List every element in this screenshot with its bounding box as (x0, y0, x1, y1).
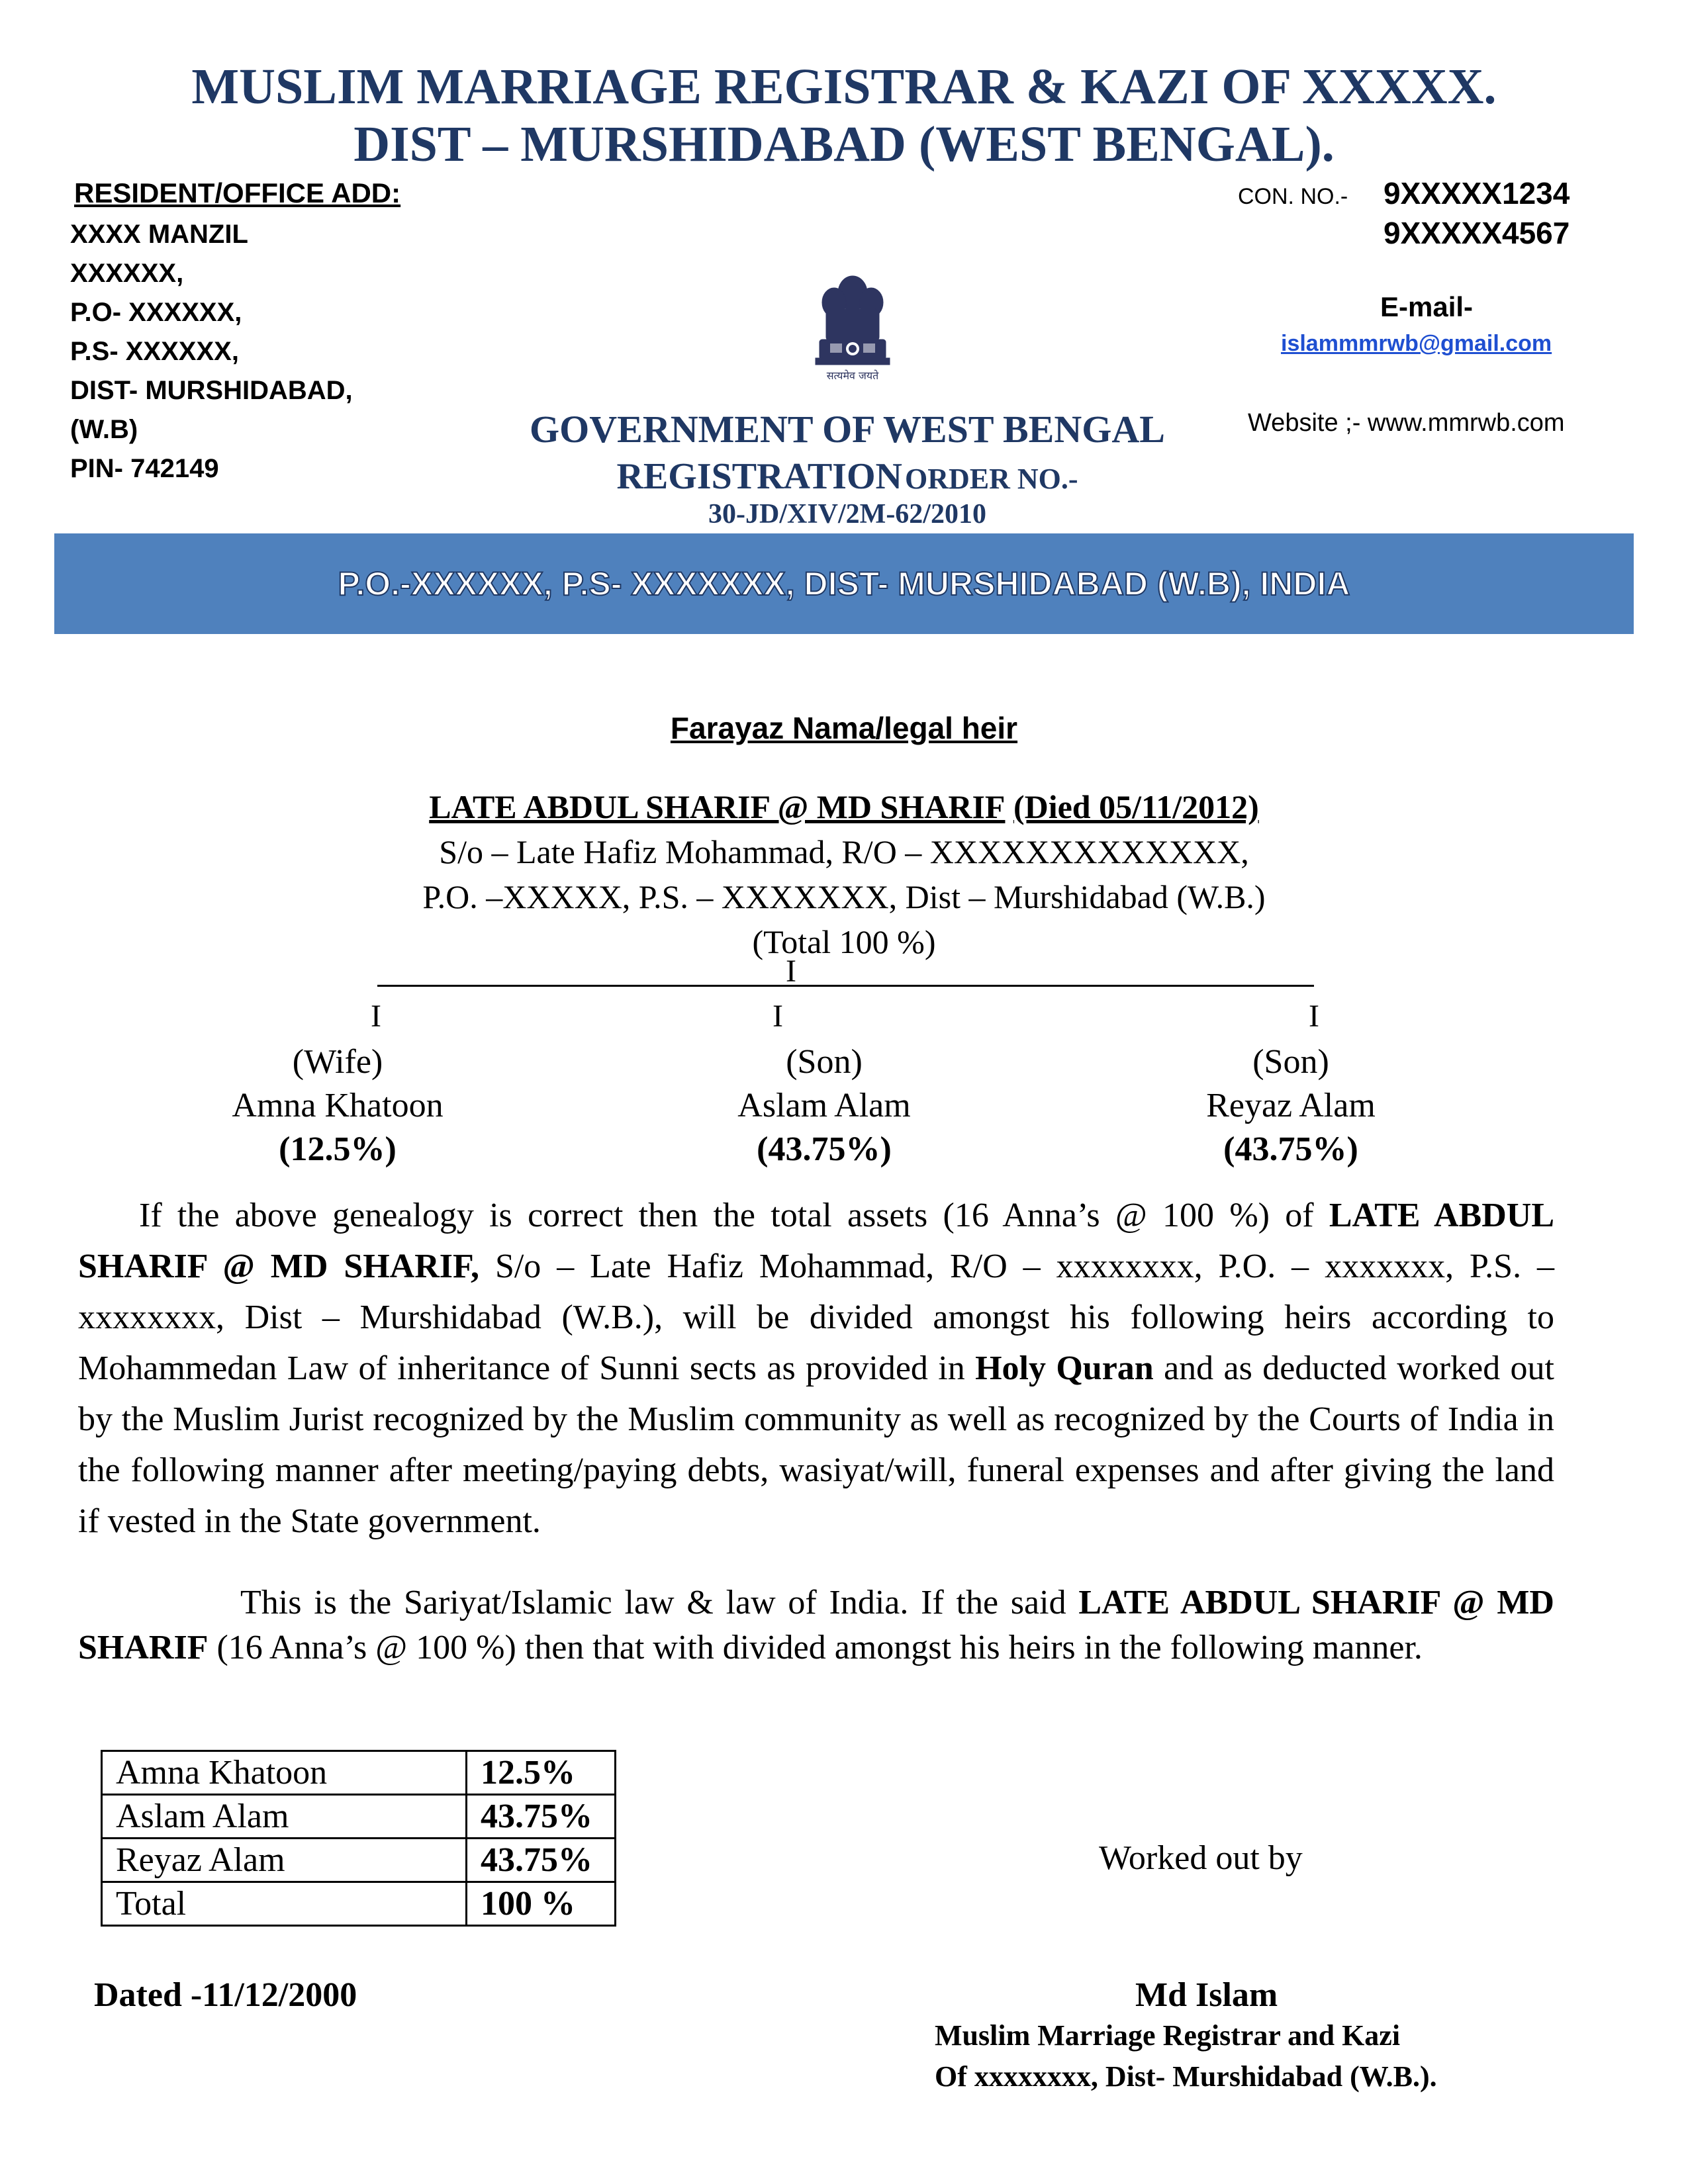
table-cell-share: 43.75% (467, 1839, 616, 1882)
tree-mark-top: I (786, 954, 796, 989)
order-number: 30-JD/XIV/2M-62/2010 (708, 499, 986, 529)
contact-number: 9XXXXX4567 (1383, 216, 1570, 250)
title-line-1: MUSLIM MARRIAGE REGISTRAR & KAZI OF XXXXX. (191, 59, 1497, 114)
deceased-died: (Died 05/11/2012) (1013, 788, 1259, 825)
table-cell-share: 100 % (467, 1882, 616, 1926)
contact-label: CON. NO.- (1238, 184, 1348, 209)
signer-name: Md Islam (1135, 1976, 1278, 2014)
total-share: (Total 100 %) (752, 923, 936, 960)
government-name: GOVERNMENT OF WEST BENGAL (530, 408, 1165, 451)
deceased-parent-line: S/o – Late Hafiz Mohammad, R/O – XXXXXXXXXXXXX, (439, 833, 1249, 870)
table-cell-share: 12.5% (467, 1751, 616, 1795)
table-cell-name: Reyaz Alam (102, 1839, 467, 1882)
title-line-2: DIST – MURSHIDABAD (WEST BENGAL). (353, 116, 1335, 172)
paragraph-text: S/o – Late Hafiz Mohammad, R/O – xxxxxxxx, P.O. – xxxxxxx, P.S. – xxxxxxxx, Dist – Murshidabad (W.B.), will be divided amongst his following heirs according to Mohammedan Law of inheritance of Sunni sects as provided in (78, 1248, 1554, 1387)
address-heading: RESIDENT/OFFICE ADD: (74, 177, 401, 208)
signer-office: Of xxxxxxxx, Dist- Murshidabad (W.B.). (935, 2060, 1437, 2093)
heir-share: (43.75%) (1223, 1130, 1358, 1168)
paragraph-text: This is the Sariyat/Islamic law & law of India. If the said (240, 1584, 1079, 1621)
heir-name: Reyaz Alam (1206, 1087, 1376, 1124)
table-cell-name: Amna Khatoon (102, 1751, 467, 1795)
tree-mark-left: I (371, 999, 381, 1034)
national-emblem-icon (806, 268, 899, 387)
paragraph-text: If the above genealogy is correct then the total assets (16 Anna’s @ 100 %) of (139, 1197, 1329, 1234)
tree-mark-right: I (1309, 999, 1319, 1034)
share-table (101, 1750, 616, 1927)
address-line: DIST- MURSHIDABAD, (70, 376, 353, 405)
tree-connector-line (377, 985, 1314, 987)
address-line: P.O- XXXXXX, (70, 298, 242, 327)
heir-relation: (Son) (1252, 1043, 1329, 1081)
address-line: XXXXXX, (70, 259, 184, 288)
date-line: Dated -11/12/2000 (94, 1976, 357, 2014)
heir-name: Aslam Alam (737, 1087, 911, 1124)
heir-relation: (Son) (786, 1043, 863, 1081)
deceased-address-line: P.O. –XXXXX, P.S. – XXXXXXX, Dist – Murshidabad (W.B.) (422, 878, 1266, 915)
table-cell-name: Aslam Alam (102, 1795, 467, 1839)
email-label: E-mail- (1380, 291, 1474, 322)
address-line: PIN- 742149 (70, 454, 219, 483)
address-block (70, 215, 353, 488)
address-band-text: P.O.-XXXXXX, P.S- XXXXXXX, DIST- MURSHIDABAD (W.B), INDIA (338, 565, 1350, 602)
heir-share: (43.75%) (757, 1130, 892, 1168)
address-line: XXXX MANZIL (70, 220, 248, 249)
website-text: Website ;- www.mmrwb.com (1248, 409, 1565, 437)
paragraph-bold-name: LATE ABDUL SHARIF @ MD SHARIF, (78, 1197, 1555, 1285)
heir-son-2 (1059, 1040, 1523, 1171)
heir-name: Amna Khatoon (232, 1087, 444, 1124)
deceased-heading (0, 788, 1688, 826)
table-row (102, 1751, 616, 1795)
paragraph-bold-name: LATE ABDUL SHARIF @ MD SHARIF (78, 1584, 1554, 1666)
heir-wife (106, 1040, 569, 1171)
table-cell-share: 43.75% (467, 1795, 616, 1839)
deceased-name: LATE ABDUL SHARIF @ MD SHARIF (429, 788, 1006, 825)
paragraph-distribution (78, 1190, 1554, 1547)
emblem-motto: सत्यमेव जयते (826, 369, 879, 382)
contact-numbers (1383, 173, 1570, 253)
paragraph-text: and as deducted worked out by the Muslim Jurist recognized by the Muslim community as well as recognized by the Courts of India in the following manner after meeting/paying debts, wasiyat/will, funeral expenses and after giving the land if vested in the State government. (78, 1349, 1554, 1540)
paragraph-law (78, 1580, 1554, 1670)
registration-line (463, 455, 1231, 498)
address-line: P.S- XXXXXX, (70, 337, 239, 366)
contact-number: 9XXXXX1234 (1383, 176, 1570, 210)
paragraph-text: (16 Anna’s @ 100 %) then that with divided amongst his heirs in the following manner. (208, 1629, 1423, 1666)
table-row (102, 1882, 616, 1926)
document-title: Farayaz Nama/legal heir (670, 711, 1018, 745)
table-cell-name: Total (102, 1882, 467, 1926)
signer-title: Muslim Marriage Registrar and Kazi (935, 2019, 1401, 2052)
order-no-label: ORDER NO.- (904, 463, 1078, 495)
heir-son-1 (592, 1040, 1056, 1171)
heir-share: (12.5%) (279, 1130, 397, 1168)
heir-relation: (Wife) (292, 1043, 383, 1081)
tree-mark-middle: I (773, 999, 783, 1034)
worked-out-by: Worked out by (1099, 1839, 1303, 1877)
email-link[interactable]: islammmrwb@gmail.com (1281, 331, 1552, 356)
table-row (102, 1839, 616, 1882)
table-row (102, 1795, 616, 1839)
address-band (54, 533, 1634, 634)
address-line: (W.B) (70, 415, 138, 444)
paragraph-bold-quran: Holy Quran (975, 1349, 1154, 1387)
registration-label: REGISTRATION (616, 456, 902, 497)
